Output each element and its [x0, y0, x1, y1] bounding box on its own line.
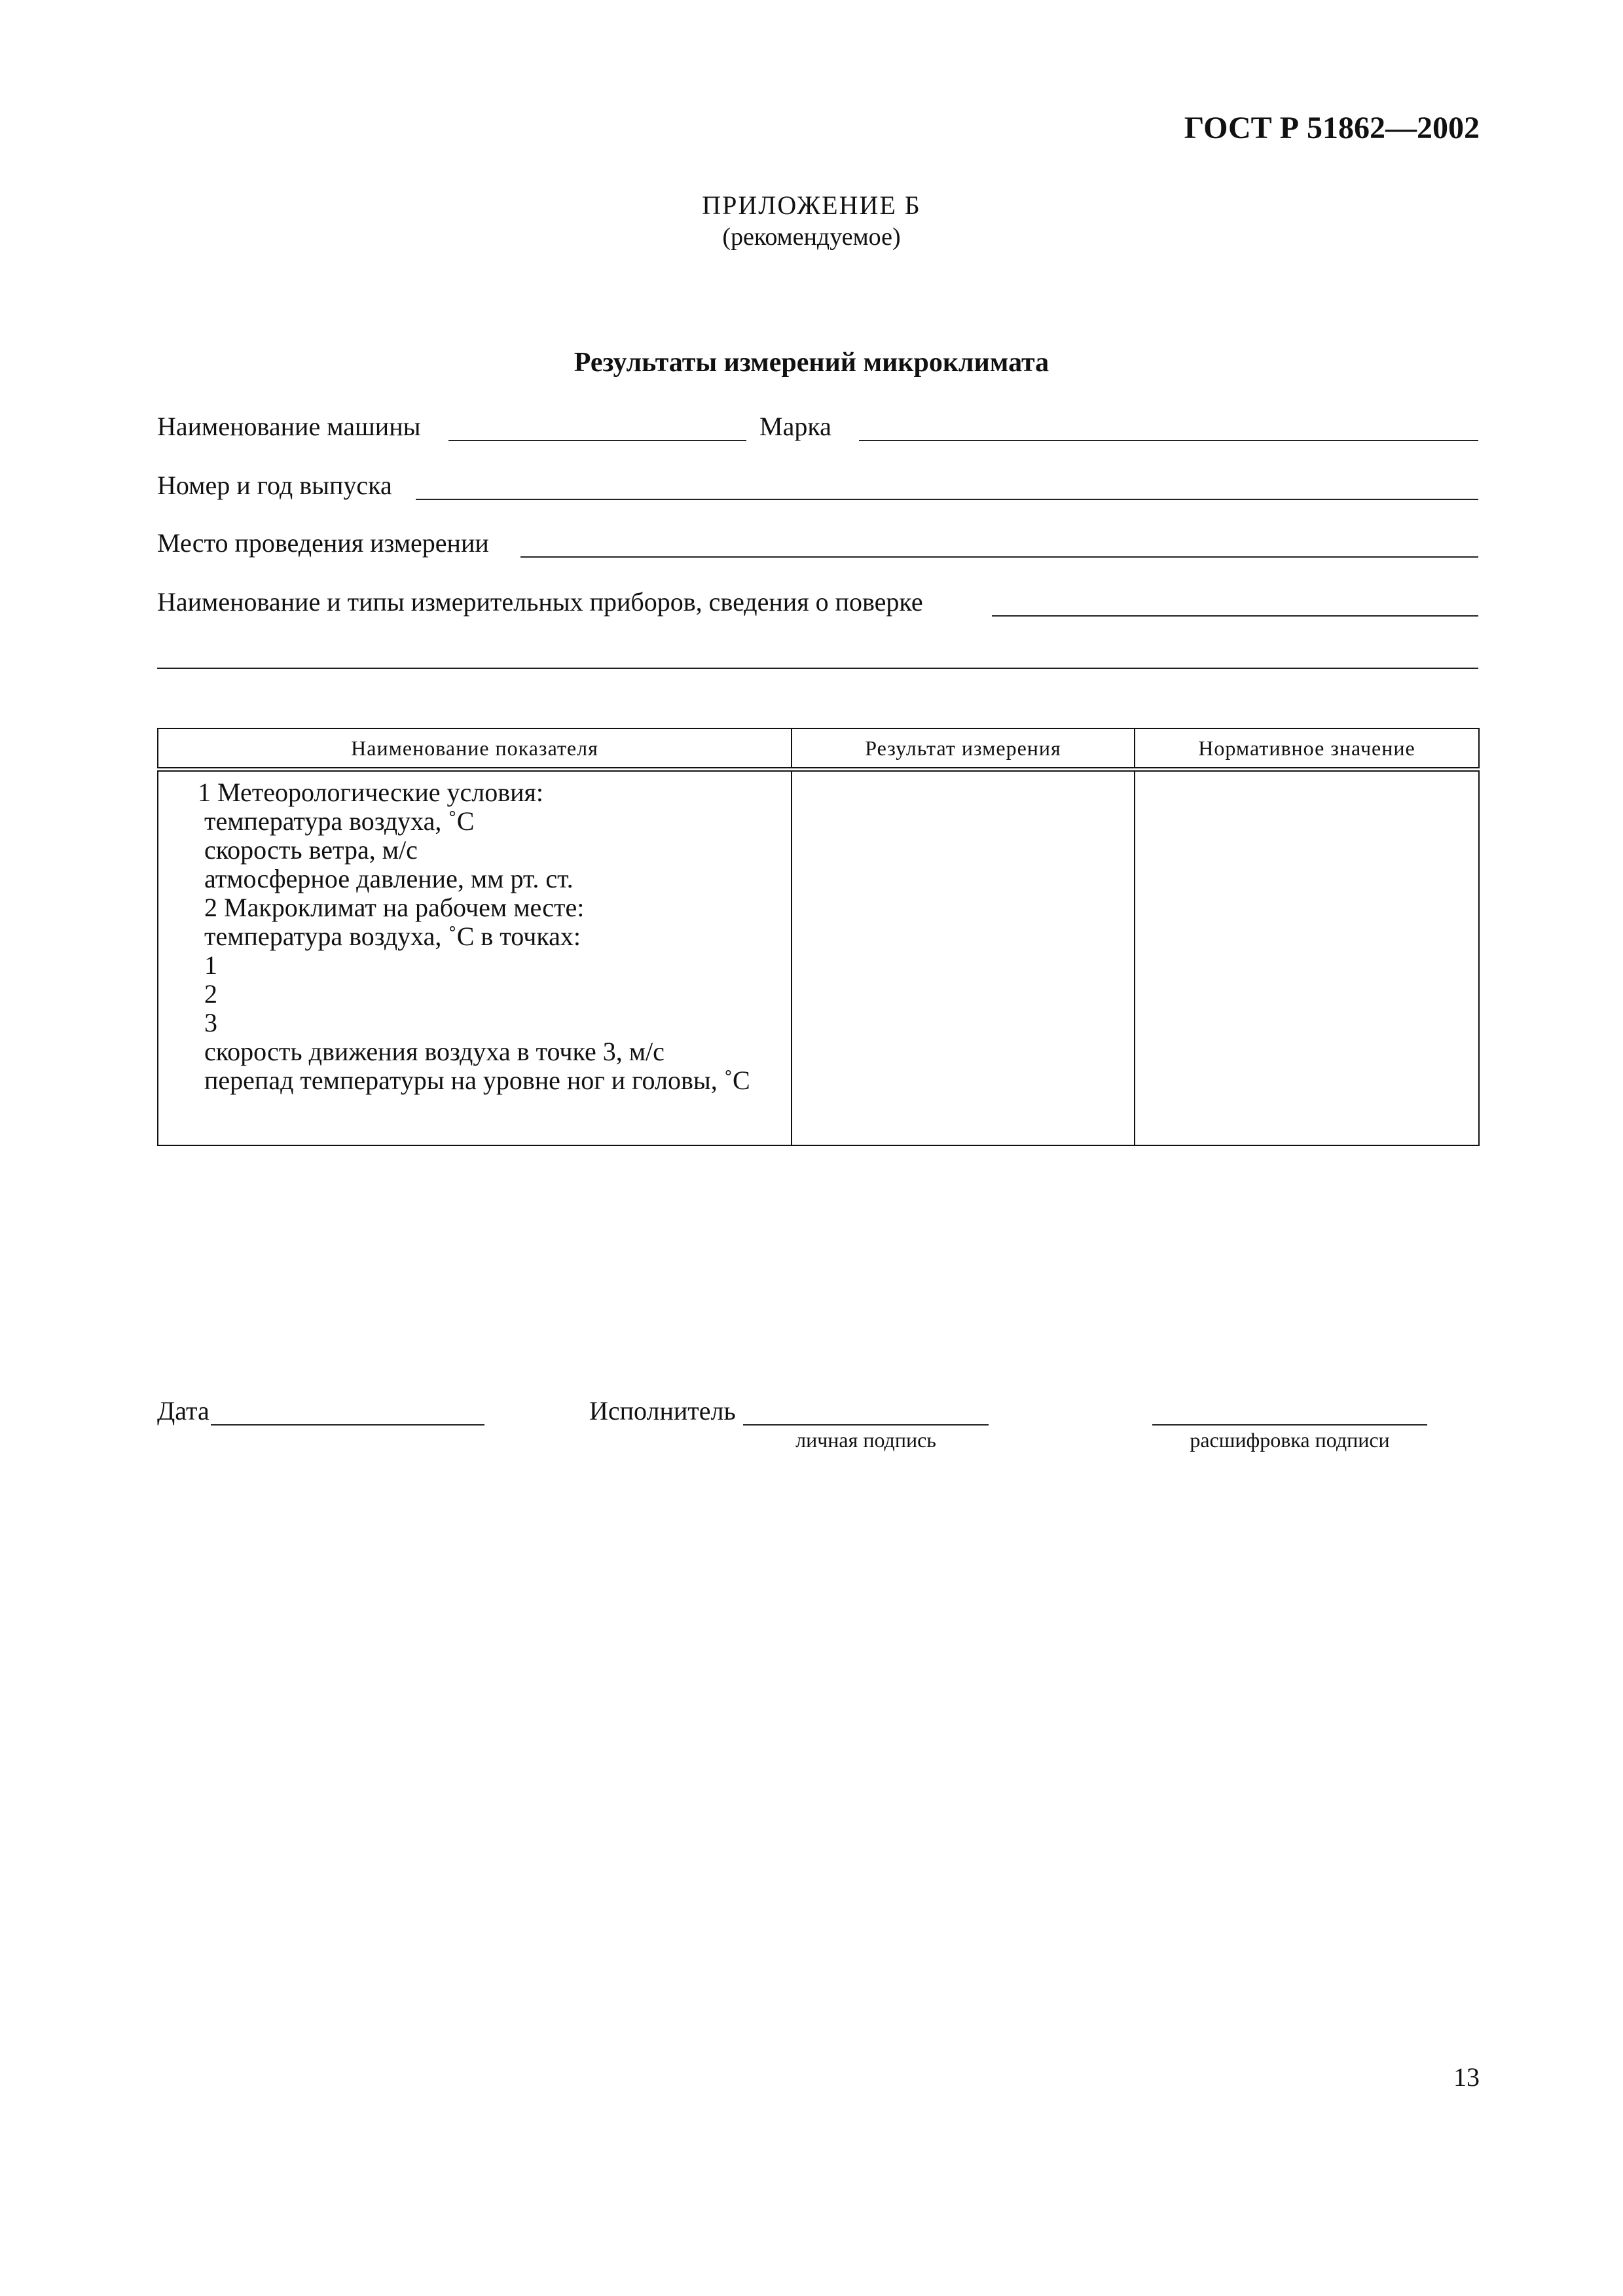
header-normative-value: Нормативное значение: [1135, 728, 1479, 770]
row-point-3: 3: [204, 1008, 217, 1037]
header-indicator-name: Наименование показателя: [158, 728, 792, 770]
executor-label: Исполнитель: [589, 1396, 736, 1426]
document-code: ГОСТ Р 51862—2002: [1184, 111, 1480, 145]
page-number: 13: [1453, 2062, 1480, 2092]
appendix-title: ПРИЛОЖЕНИЕ Б: [702, 190, 921, 220]
signature-decoding-hint: расшифровка подписи: [1190, 1428, 1390, 1452]
indicator-cell: [158, 770, 792, 1146]
machine-name-field[interactable]: [448, 440, 746, 441]
date-field[interactable]: [211, 1424, 484, 1426]
row-point-2: 2: [204, 979, 217, 1009]
row-air-speed-point-3: скорость движения воздуха в точке 3, м/с: [204, 1037, 665, 1066]
measurement-result-cell[interactable]: [792, 770, 1135, 1146]
measurements-table: [157, 728, 1480, 1146]
row-workplace-macroclimate: 2 Макроклимат на рабочем месте:: [204, 893, 585, 922]
row-point-1: 1: [204, 950, 217, 980]
instruments-label: Наименование и типы измерительных приборов, сведения о поверке: [157, 587, 923, 617]
row-meteo-conditions: 1 Метеорологические условия:: [198, 778, 544, 807]
instruments-field[interactable]: [992, 615, 1478, 617]
row-temperature-gradient: перепад температуры на уровне ног и головы, ˚C: [204, 1066, 750, 1095]
signature-decoding-field[interactable]: [1152, 1424, 1427, 1426]
header-measurement-result: Результат измерения: [792, 728, 1135, 770]
machine-name-label: Наименование машины: [157, 412, 421, 441]
table-row: [158, 770, 1479, 1146]
appendix-subtitle: (рекомендуемое): [722, 223, 901, 251]
place-field[interactable]: [520, 556, 1478, 558]
brand-field[interactable]: [859, 440, 1478, 441]
number-year-label: Номер и год выпуска: [157, 471, 392, 500]
instruments-field-continued[interactable]: [157, 668, 1478, 669]
personal-signature-hint: личная подпись: [795, 1428, 936, 1452]
row-air-temperature-points: температура воздуха, ˚C в точках:: [204, 922, 581, 951]
table-header-row: [158, 728, 1479, 770]
form-title: Результаты измерений микроклимата: [574, 348, 1049, 378]
row-wind-speed: скорость ветра, м/с: [204, 835, 418, 865]
row-atm-pressure: атмосферное давление, мм рт. ст.: [204, 864, 574, 893]
brand-label: Марка: [759, 412, 831, 441]
number-year-field[interactable]: [416, 499, 1478, 500]
row-air-temperature: температура воздуха, ˚C: [204, 806, 475, 836]
date-label: Дата: [157, 1396, 210, 1426]
normative-value-cell[interactable]: [1135, 770, 1479, 1146]
personal-signature-field[interactable]: [743, 1424, 989, 1426]
place-label: Место проведения измерении: [157, 528, 489, 558]
